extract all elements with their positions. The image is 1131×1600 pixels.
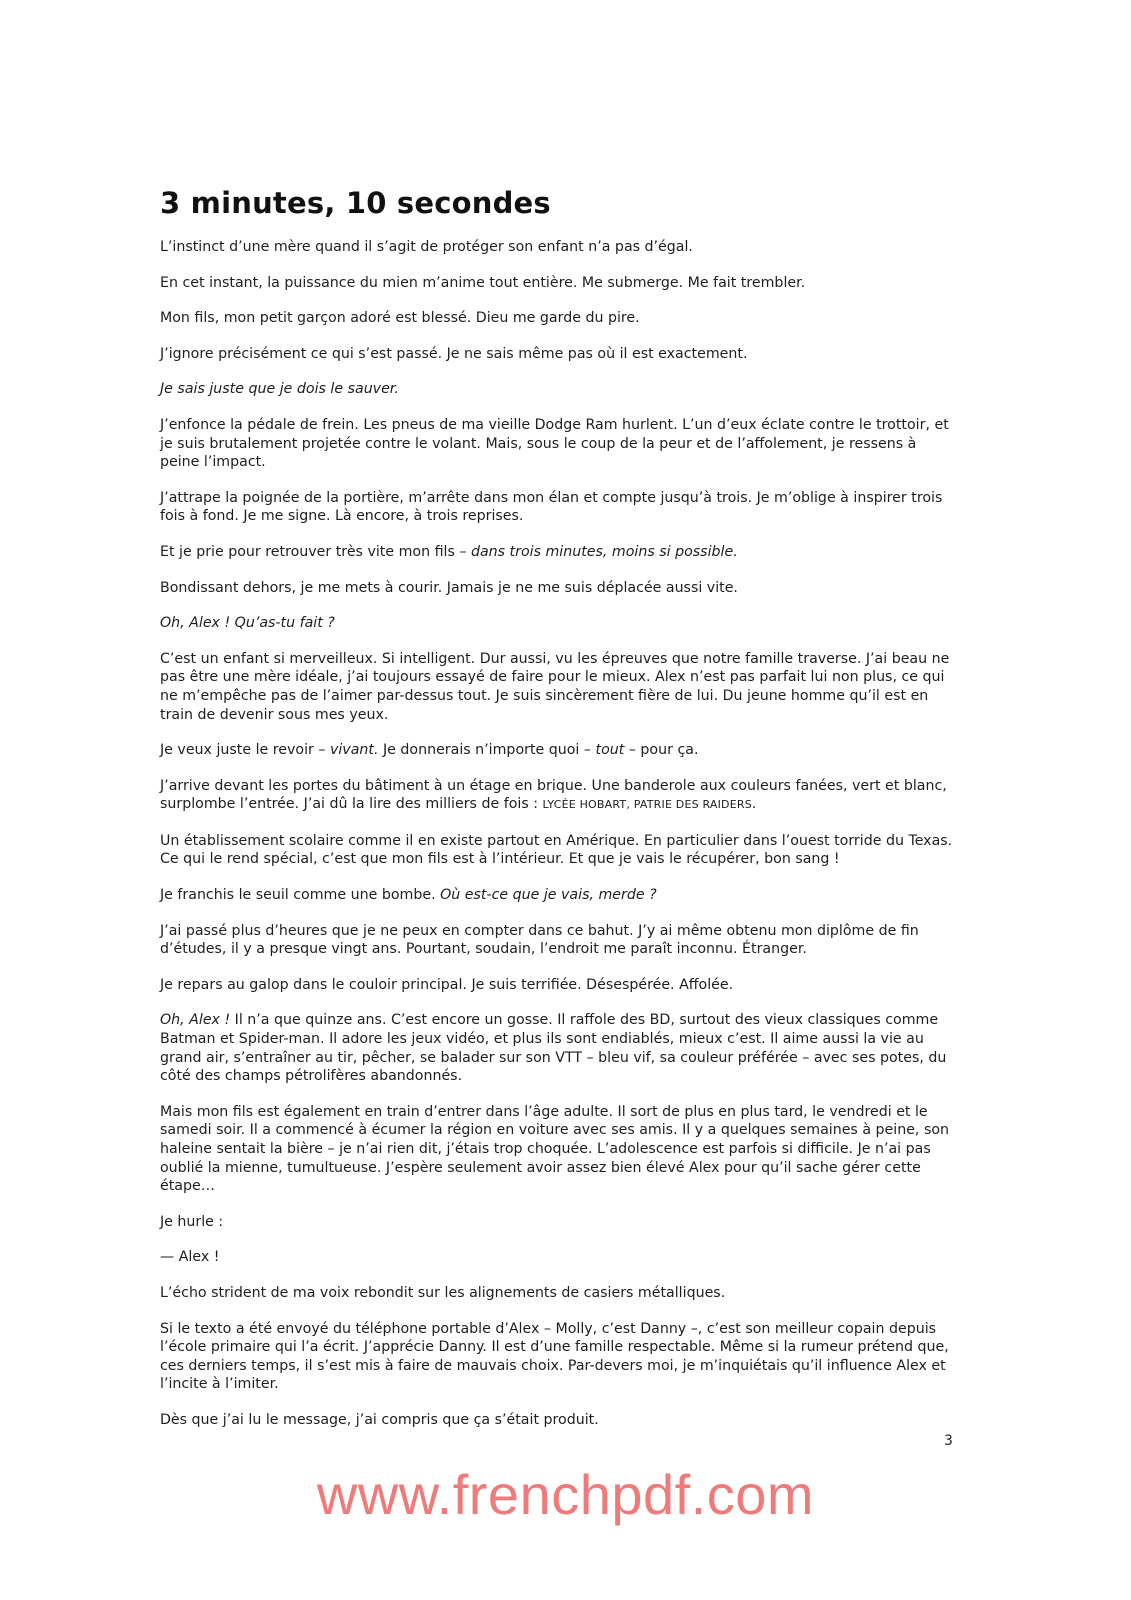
paragraph: [160, 345, 960, 364]
paragraph: [160, 543, 960, 562]
paragraph-text: Je donnerais n’importe quoi –: [378, 742, 596, 759]
paragraph-text: J’enfonce la pédale de frein. Les pneus de ma vieille Dodge Ram hurlent. L’un d’eux éclate contre le trottoir, et je suis brutalement projetée contre le volant. Mais, sous le coup de la peur et de l’affolement, je ressens à peine l’impact.: [160, 416, 949, 471]
paragraph: [160, 886, 960, 905]
paragraph-text: dans trois minutes, moins si possible.: [470, 543, 738, 560]
paragraph: [160, 274, 960, 293]
paragraph: [160, 1320, 960, 1394]
paragraph-text: .: [751, 796, 757, 813]
paragraph-text: – pour ça.: [624, 742, 699, 759]
paragraph-text: tout: [595, 742, 625, 759]
paragraph-text: Mon fils, mon petit garçon adoré est blessé. Dieu me garde du pire.: [160, 310, 640, 327]
body-text: [160, 238, 960, 1447]
paragraph-text: Dès que j’ai lu le message, j’ai compris que ça s’était produit.: [160, 1411, 599, 1428]
paragraph-text: Je veux juste le revoir –: [160, 742, 330, 759]
paragraph-text: Si le texto a été envoyé du téléphone portable d’Alex – Molly, c’est Danny –, c’est son meilleur copain depuis l’école primaire qui l’a écrit. J’apprécie Danny. Il est d’une famille respectable. Même si la rumeur prétend que, ces derniers temps, il s’est mis à faire de mauvais choix. Par-devers moi, je m’inquiétais qu’il influence Alex et l’incite à l’imiter.: [160, 1320, 949, 1393]
paragraph: [160, 1284, 960, 1303]
paragraph-text: L’écho strident de ma voix rebondit sur les alignements de casiers métalliques.: [160, 1284, 726, 1301]
paragraph-text: J’ai passé plus d’heures que je ne peux en compter dans ce bahut. J’y ai même obtenu mon diplôme de fin d’études, il y a presque vingt ans. Pourtant, soudain, l’endroit me paraît inconnu. Étranger.: [160, 922, 919, 958]
paragraph: [160, 1103, 960, 1196]
paragraph-text: — Alex !: [160, 1249, 220, 1266]
paragraph: [160, 1411, 960, 1430]
paragraph: [160, 976, 960, 995]
paragraph: [160, 614, 960, 633]
paragraph-text: Je hurle :: [160, 1213, 224, 1230]
paragraph-text: J’arrive devant les portes du bâtiment à un étage en brique. Une banderole aux couleurs fanées, vert et blanc, surplombe l’entrée. J’ai dû la lire des milliers de fois :: [160, 777, 947, 813]
chapter-title: 3 minutes, 10 secondes: [160, 186, 551, 220]
paragraph-text: En cet instant, la puissance du mien m’anime tout entière. Me submerge. Me fait trembler.: [160, 274, 806, 291]
paragraph-text: Et je prie pour retrouver très vite mon fils –: [160, 543, 471, 560]
paragraph-text: C’est un enfant si merveilleux. Si intelligent. Dur aussi, vu les épreuves que notre famille traverse. J’ai beau ne pas être une mère idéale, j’ai toujours essayé de faire pour le mieux. Alex n’est pas parfait lui non plus, ce qui ne m’empêche pas de l’aimer par-dessus tout. Je suis sincèrement fière de lui. Du jeune homme qu’il est en train de devenir sous mes yeux.: [160, 650, 950, 723]
paragraph-text: J’ignore précisément ce qui s’est passé. Je ne sais même pas où il est exactement.: [160, 345, 748, 362]
watermark-link[interactable]: www.frenchpdf.com: [316, 1463, 815, 1526]
paragraph-text: Où est-ce que je vais, merde ?: [440, 887, 657, 904]
paragraph: [160, 650, 960, 724]
paragraph: [160, 309, 960, 328]
paragraph: [160, 922, 960, 959]
paragraph-text: L’instinct d’une mère quand il s’agit de protéger son enfant n’a pas d’égal.: [160, 239, 693, 255]
paragraph: [160, 489, 960, 526]
paragraph: [160, 741, 960, 760]
paragraph-text: Je repars au galop dans le couloir principal. Je suis terrifiée. Désespérée. Affolée.: [160, 976, 734, 993]
paragraph-text: Mais mon fils est également en train d’entrer dans l’âge adulte. Il sort de plus en plus tard, le vendredi et le samedi soir. Il a commencé à écumer la région en voiture avec ses amis. Il y a quelques semaines à peine, son haleine sentait la bière – je n’ai rien dit, j’étais trop choquée. L’adolescence est parfois si difficile. Je n’ai pas oublié la mienne, tumultueuse. J’espère seulement avoir assez bien élevé Alex pour qu’il sache gérer cette étape…: [160, 1103, 950, 1195]
paragraph: [160, 1213, 960, 1232]
paragraph-text: Un établissement scolaire comme il en existe partout en Amérique. En particulier dans l’ouest torride du Texas. Ce qui le rend spécial, c’est que mon fils est à l’intérieur. Et que je vais le récupérer, bon sang !: [160, 832, 953, 868]
paragraph: [160, 380, 960, 399]
paragraph: [160, 1248, 960, 1267]
paragraph: [160, 416, 960, 472]
paragraph-text: vivant.: [329, 742, 379, 759]
paragraph: [160, 579, 960, 598]
paragraph: [160, 777, 960, 815]
paragraph-text: Oh, Alex !: [160, 1012, 231, 1029]
paragraph-text: Bondissant dehors, je me mets à courir. Jamais je ne me suis déplacée aussi vite.: [160, 579, 738, 596]
paragraph-text: Oh, Alex ! Qu’as-tu fait ?: [160, 615, 335, 632]
page-number: 3: [944, 1433, 953, 1449]
paragraph-text: Je franchis le seuil comme une bombe.: [160, 887, 441, 904]
paragraph-text: Il n’a que quinze ans. C’est encore un gosse. Il raffole des BD, surtout des vieux classiques comme Batman et Spider-man. Il adore les jeux vidéo, et plus ils sont endiablés, mieux c’est. Il aime aussi la vie au grand air, s’entraîner au tir, pêcher, se balader sur son VTT – bleu vif, sa couleur préférée – avec ses potes, du côté des champs pétrolifères abandonnés.: [160, 1012, 947, 1085]
paragraph-text: LYCÉE HOBART, PATRIE DES RAIDERS: [542, 798, 752, 812]
paragraph: [160, 238, 960, 257]
paragraph-text: J’attrape la poignée de la portière, m’arrête dans mon élan et compte jusqu’à trois. Je m’oblige à inspirer trois fois à fond. Je me signe. Là encore, à trois reprises.: [160, 489, 943, 525]
paragraph: [160, 1011, 960, 1085]
paragraph: [160, 832, 960, 869]
paragraph-text: Je sais juste que je dois le sauver.: [160, 381, 399, 398]
